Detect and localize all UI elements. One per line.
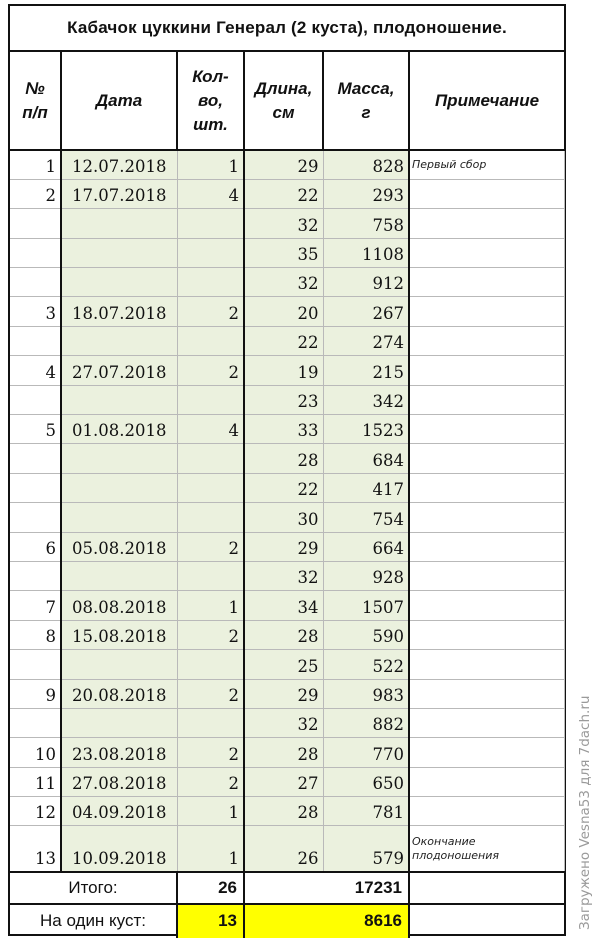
header-qty: Кол- во, шт. bbox=[177, 52, 244, 150]
cell-length: 29 bbox=[244, 532, 323, 561]
cell-mass: 293 bbox=[323, 179, 409, 208]
cell-date: 12.07.2018 bbox=[61, 150, 177, 179]
cell-note bbox=[409, 385, 564, 414]
cell-no bbox=[10, 326, 61, 355]
cell-date: 15.08.2018 bbox=[61, 620, 177, 649]
cell-qty: 2 bbox=[177, 767, 244, 796]
cell-date: 17.07.2018 bbox=[61, 179, 177, 208]
cell-no bbox=[10, 209, 61, 238]
cell-date bbox=[61, 473, 177, 502]
cell-mass: 928 bbox=[323, 561, 409, 590]
header-note: Примечание bbox=[409, 52, 564, 150]
cell-note bbox=[409, 503, 564, 532]
cell-qty: 4 bbox=[177, 415, 244, 444]
cell-date bbox=[61, 209, 177, 238]
cell-no bbox=[10, 268, 61, 297]
cell-date bbox=[61, 385, 177, 414]
total-qty: 26 bbox=[177, 872, 244, 904]
cell-note bbox=[409, 415, 564, 444]
cell-length: 25 bbox=[244, 650, 323, 679]
cell-date: 04.09.2018 bbox=[61, 797, 177, 826]
cell-mass: 650 bbox=[323, 767, 409, 796]
cell-note bbox=[409, 297, 564, 326]
cell-note bbox=[409, 738, 564, 767]
cell-no bbox=[10, 708, 61, 737]
cell-qty bbox=[177, 561, 244, 590]
cell-note bbox=[409, 238, 564, 267]
table-row bbox=[10, 444, 564, 473]
cell-length: 28 bbox=[244, 738, 323, 767]
cell-note bbox=[409, 708, 564, 737]
cell-mass: 882 bbox=[323, 708, 409, 737]
header-length: Длина, см bbox=[244, 52, 323, 150]
cell-length: 28 bbox=[244, 444, 323, 473]
cell-note bbox=[409, 532, 564, 561]
cell-length: 32 bbox=[244, 561, 323, 590]
table-row bbox=[10, 503, 564, 532]
cell-no: 6 bbox=[10, 532, 61, 561]
cell-date: 01.08.2018 bbox=[61, 415, 177, 444]
cell-qty bbox=[177, 268, 244, 297]
cell-date: 05.08.2018 bbox=[61, 532, 177, 561]
cell-qty: 2 bbox=[177, 356, 244, 385]
cell-note bbox=[409, 620, 564, 649]
cell-qty: 2 bbox=[177, 679, 244, 708]
cell-date bbox=[61, 561, 177, 590]
cell-no bbox=[10, 385, 61, 414]
table-title: Кабачок цуккини Генерал (2 куста), плодоношение. bbox=[10, 6, 564, 52]
cell-date bbox=[61, 444, 177, 473]
cell-note bbox=[409, 268, 564, 297]
cell-no: 3 bbox=[10, 297, 61, 326]
cell-qty bbox=[177, 385, 244, 414]
cell-no bbox=[10, 650, 61, 679]
per-bush-row bbox=[10, 904, 564, 938]
total-note bbox=[409, 872, 564, 904]
cell-date bbox=[61, 650, 177, 679]
cell-qty: 2 bbox=[177, 738, 244, 767]
table-row bbox=[10, 150, 564, 179]
cell-qty: 1 bbox=[177, 591, 244, 620]
cell-no bbox=[10, 473, 61, 502]
table-row bbox=[10, 620, 564, 649]
cell-no bbox=[10, 444, 61, 473]
total-label: Итого: bbox=[10, 872, 177, 904]
table-row bbox=[10, 297, 564, 326]
cell-length: 27 bbox=[244, 767, 323, 796]
cell-note bbox=[409, 444, 564, 473]
table-row bbox=[10, 473, 564, 502]
cell-length: 22 bbox=[244, 326, 323, 355]
per-bush-qty: 13 bbox=[177, 904, 244, 938]
cell-date bbox=[61, 238, 177, 267]
cell-length: 19 bbox=[244, 356, 323, 385]
cell-mass: 1108 bbox=[323, 238, 409, 267]
cell-no bbox=[10, 238, 61, 267]
cell-qty: 1 bbox=[177, 150, 244, 179]
cell-mass: 215 bbox=[323, 356, 409, 385]
table-row bbox=[10, 238, 564, 267]
table-row bbox=[10, 679, 564, 708]
cell-note bbox=[409, 767, 564, 796]
cell-no: 9 bbox=[10, 679, 61, 708]
table-row bbox=[10, 326, 564, 355]
header-mass: Масса, г bbox=[323, 52, 409, 150]
per-bush-note bbox=[409, 904, 564, 938]
total-mass: 17231 bbox=[244, 872, 409, 904]
cell-mass: 758 bbox=[323, 209, 409, 238]
table-row bbox=[10, 797, 564, 826]
cell-length: 29 bbox=[244, 150, 323, 179]
table-row bbox=[10, 209, 564, 238]
table-row bbox=[10, 356, 564, 385]
cell-no: 8 bbox=[10, 620, 61, 649]
cell-mass: 983 bbox=[323, 679, 409, 708]
watermark: Загружено Vesna53 для 7dach.ru bbox=[577, 695, 593, 930]
harvest-table bbox=[10, 52, 565, 938]
header-date: Дата bbox=[61, 52, 177, 150]
cell-no: 4 bbox=[10, 356, 61, 385]
table-row bbox=[10, 268, 564, 297]
cell-length: 22 bbox=[244, 473, 323, 502]
cell-qty: 1 bbox=[177, 797, 244, 826]
cell-qty bbox=[177, 708, 244, 737]
cell-mass: 912 bbox=[323, 268, 409, 297]
cell-length: 34 bbox=[244, 591, 323, 620]
table-row bbox=[10, 415, 564, 444]
per-bush-mass: 8616 bbox=[244, 904, 409, 938]
per-bush-label: На один куст: bbox=[10, 904, 177, 938]
cell-mass: 522 bbox=[323, 650, 409, 679]
cell-mass: 1523 bbox=[323, 415, 409, 444]
cell-qty bbox=[177, 473, 244, 502]
table-row bbox=[10, 767, 564, 796]
cell-no: 7 bbox=[10, 591, 61, 620]
cell-date: 08.08.2018 bbox=[61, 591, 177, 620]
table-row bbox=[10, 385, 564, 414]
cell-mass: 590 bbox=[323, 620, 409, 649]
cell-no: 10 bbox=[10, 738, 61, 767]
cell-mass: 579 bbox=[323, 826, 409, 872]
cell-qty bbox=[177, 209, 244, 238]
cell-note bbox=[409, 209, 564, 238]
cell-mass: 274 bbox=[323, 326, 409, 355]
cell-length: 30 bbox=[244, 503, 323, 532]
cell-qty: 4 bbox=[177, 179, 244, 208]
cell-no: 1 bbox=[10, 150, 61, 179]
cell-date bbox=[61, 326, 177, 355]
cell-note: Окончание плодоношения bbox=[409, 826, 564, 872]
cell-length: 32 bbox=[244, 268, 323, 297]
cell-mass: 781 bbox=[323, 797, 409, 826]
cell-mass: 770 bbox=[323, 738, 409, 767]
cell-no: 11 bbox=[10, 767, 61, 796]
cell-length: 22 bbox=[244, 179, 323, 208]
cell-length: 35 bbox=[244, 238, 323, 267]
table-row bbox=[10, 650, 564, 679]
cell-date: 27.07.2018 bbox=[61, 356, 177, 385]
cell-date: 10.09.2018 bbox=[61, 826, 177, 872]
cell-mass: 267 bbox=[323, 297, 409, 326]
cell-no: 5 bbox=[10, 415, 61, 444]
cell-date: 18.07.2018 bbox=[61, 297, 177, 326]
cell-note bbox=[409, 473, 564, 502]
cell-mass: 828 bbox=[323, 150, 409, 179]
cell-length: 33 bbox=[244, 415, 323, 444]
table-row bbox=[10, 591, 564, 620]
cell-note bbox=[409, 650, 564, 679]
cell-no: 13 bbox=[10, 826, 61, 872]
cell-mass: 684 bbox=[323, 444, 409, 473]
cell-mass: 754 bbox=[323, 503, 409, 532]
cell-mass: 342 bbox=[323, 385, 409, 414]
table-row bbox=[10, 532, 564, 561]
cell-note bbox=[409, 356, 564, 385]
cell-length: 32 bbox=[244, 708, 323, 737]
cell-qty bbox=[177, 238, 244, 267]
cell-qty bbox=[177, 650, 244, 679]
cell-date bbox=[61, 268, 177, 297]
cell-date: 20.08.2018 bbox=[61, 679, 177, 708]
cell-qty bbox=[177, 444, 244, 473]
cell-note: Первый сбор bbox=[409, 150, 564, 179]
cell-qty: 2 bbox=[177, 532, 244, 561]
cell-length: 20 bbox=[244, 297, 323, 326]
cell-length: 28 bbox=[244, 620, 323, 649]
cell-note bbox=[409, 679, 564, 708]
table-body bbox=[10, 150, 564, 872]
cell-note bbox=[409, 326, 564, 355]
cell-mass: 1507 bbox=[323, 591, 409, 620]
table-row bbox=[10, 561, 564, 590]
cell-date bbox=[61, 503, 177, 532]
cell-length: 29 bbox=[244, 679, 323, 708]
cell-length: 32 bbox=[244, 209, 323, 238]
cell-date: 23.08.2018 bbox=[61, 738, 177, 767]
cell-qty: 2 bbox=[177, 297, 244, 326]
header-no: № п/п bbox=[10, 52, 61, 150]
cell-no: 2 bbox=[10, 179, 61, 208]
cell-note bbox=[409, 179, 564, 208]
total-row bbox=[10, 872, 564, 904]
cell-note bbox=[409, 591, 564, 620]
cell-note bbox=[409, 797, 564, 826]
cell-qty bbox=[177, 326, 244, 355]
header-row bbox=[10, 52, 564, 150]
cell-mass: 664 bbox=[323, 532, 409, 561]
spreadsheet bbox=[8, 4, 566, 936]
cell-length: 28 bbox=[244, 797, 323, 826]
cell-qty: 1 bbox=[177, 826, 244, 872]
cell-mass: 417 bbox=[323, 473, 409, 502]
cell-qty bbox=[177, 503, 244, 532]
cell-length: 26 bbox=[244, 826, 323, 872]
table-row bbox=[10, 179, 564, 208]
cell-date bbox=[61, 708, 177, 737]
table-row bbox=[10, 708, 564, 737]
cell-no: 12 bbox=[10, 797, 61, 826]
table-row bbox=[10, 738, 564, 767]
cell-qty: 2 bbox=[177, 620, 244, 649]
cell-length: 23 bbox=[244, 385, 323, 414]
table-row bbox=[10, 826, 564, 872]
cell-date: 27.08.2018 bbox=[61, 767, 177, 796]
cell-no bbox=[10, 561, 61, 590]
cell-no bbox=[10, 503, 61, 532]
cell-note bbox=[409, 561, 564, 590]
